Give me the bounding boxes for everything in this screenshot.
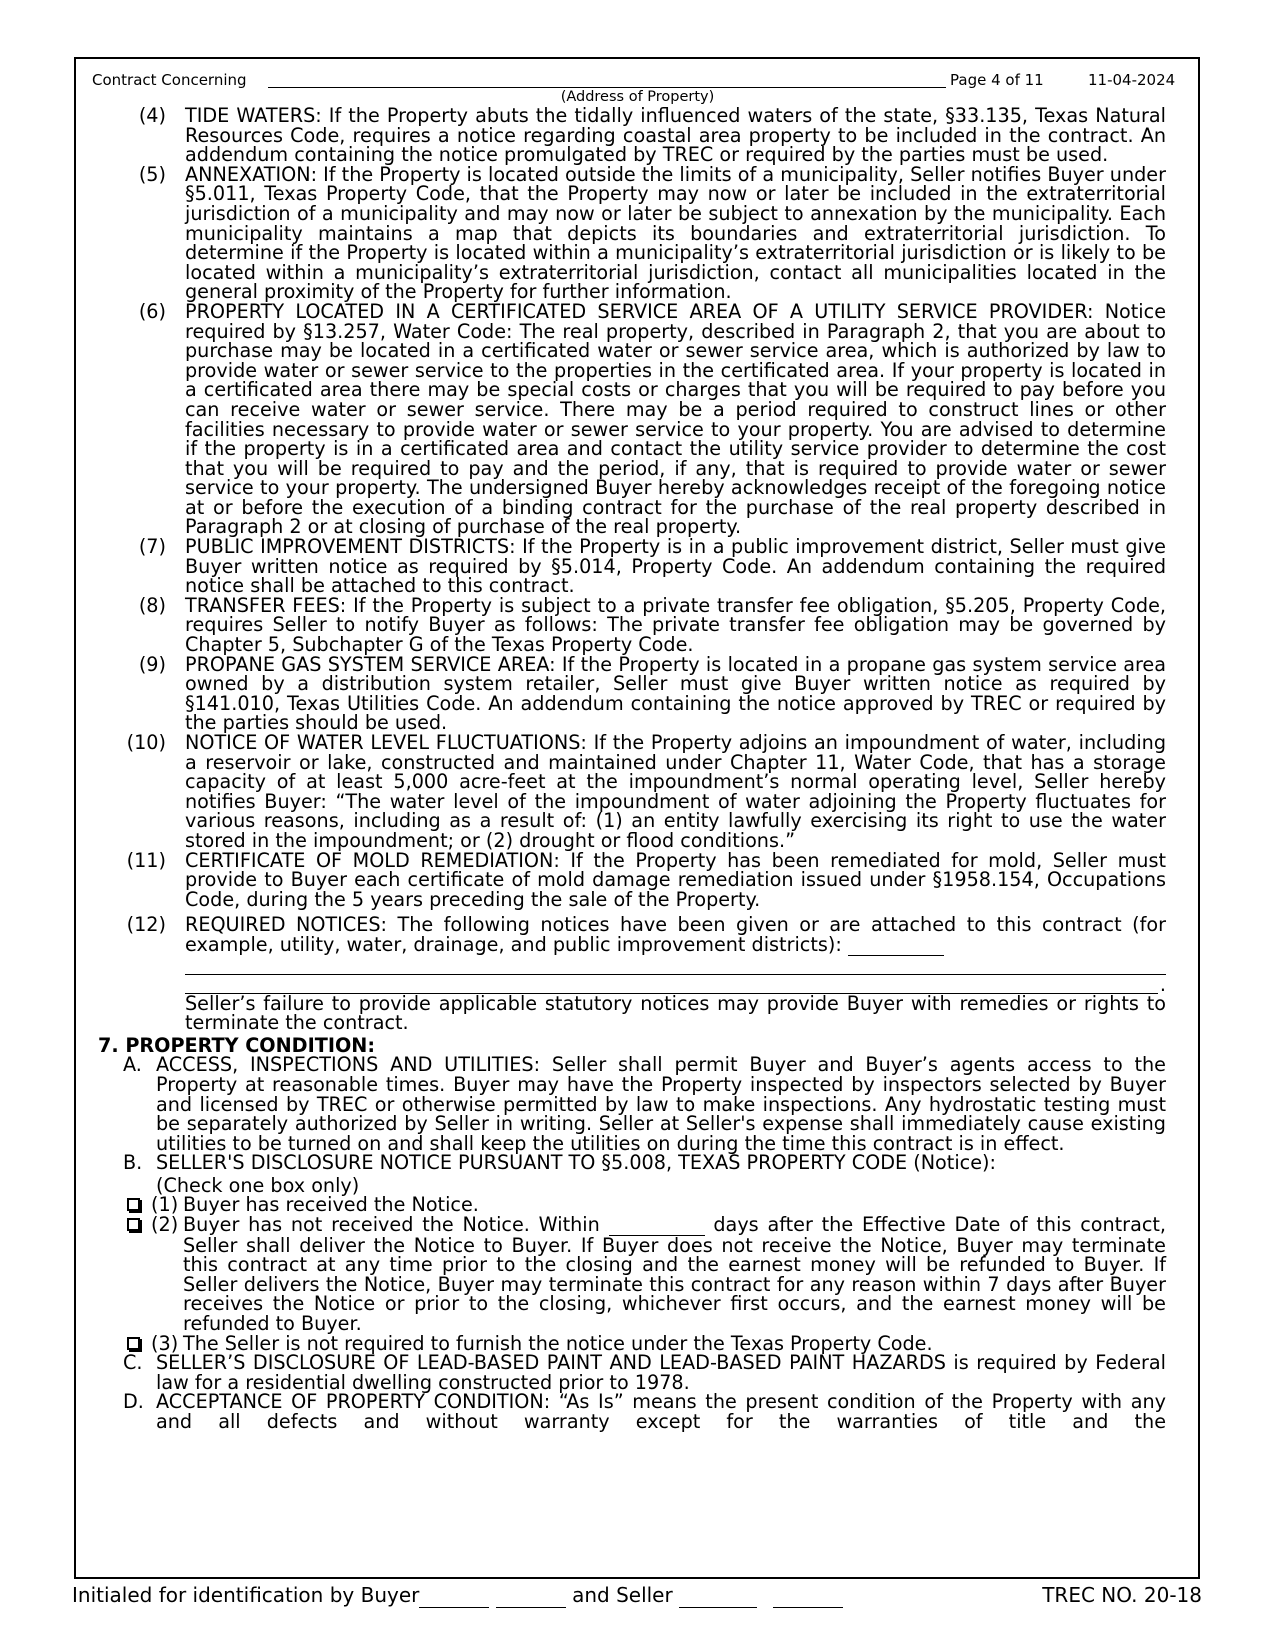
notice-item [98, 652, 1166, 735]
checkbox-b2[interactable] [127, 1218, 140, 1231]
item-number: (5) [138, 162, 166, 186]
required-notices-line-3[interactable] [185, 975, 1158, 994]
subsection-letter: D. [123, 1390, 144, 1414]
item-text: PROPERTY LOCATED IN A CERTIFICATED SERVICE AREA OF A UTILITY SERVICE PROVIDER: Notice required by §13.257, Water Code: The real property, described in Paragraph 2, that you are about to purchase may be located in a certificated water or sewer service area, which is authorized by law to provide water or sewer service to the properties in the certificated area. If your property is located in a certificated area there may be special costs or charges that you will be required to pay before you can receive water or sewer service. There may be a period required to construct lines or other facilities necessary to provide water or sewer service to your property. You are advised to determine if the property is in a certificated area and contact the utility service provider to determine the cost that you will be required to pay and the period, if any, that is required to provide water or sewer service to your property. The undersigned Buyer hereby acknowledges receipt of the foregoing notice at or before the execution of a binding contract for the purchase of the real property described in Paragraph 2 or at closing of purchase of the real property. [185, 299, 1166, 539]
buyer-initial-field-1[interactable] [419, 1583, 489, 1608]
page-footer [72, 1583, 1202, 1609]
item-text: PUBLIC IMPROVEMENT DISTRICTS: If the Property is in a public improvement district, Seller must give Buyer written notice as required by §5.014, Property Code. An addendum containing the required notice shall be attached to this contract. [185, 535, 1166, 598]
required-notices-field[interactable] [848, 935, 944, 956]
item-text: PROPANE GAS SYSTEM SERVICE AREA: If the Property is located in a propane gas system service area owned by a distribution system retailer, Seller must give Buyer written notice as required by §141.010, Texas Utilities Code. An addendum containing the notice approved by TREC or required by the parties should be used. [185, 652, 1166, 735]
address-caption: (Address of Property) [560, 89, 715, 105]
subsection-c-text: SELLER’S DISCLOSURE OF LEAD-BASED PAINT AND LEAD-BASED PAINT HAZARDS is required by Federal law for a residential dwelling constructed prior to 1978. [156, 1351, 1166, 1394]
document-body [98, 106, 1166, 1432]
subsection-c [98, 1353, 1166, 1392]
option-b1-text: Buyer has received the Notice. [183, 1193, 479, 1217]
form-date: 11-04-2024 [1088, 71, 1176, 89]
subsection-b-text: SELLER'S DISCLOSURE NOTICE PURSUANT TO §5.008, TEXAS PROPERTY CODE (Notice): [156, 1151, 996, 1175]
item-number: (12) [126, 913, 166, 937]
option-b2 [98, 1215, 1166, 1334]
item-number: (6) [138, 299, 166, 323]
page-number: Page 4 of 11 [950, 71, 1044, 89]
seller-initial-field-1[interactable] [679, 1583, 757, 1608]
item-text: NOTICE OF WATER LEVEL FLUCTUATIONS: If the Property adjoins an impoundment of water, including a reservoir or lake, constructed and maintained under Chapter 11, Water Code, that has a storage capacity of at least 5,000 acre-feet at the impoundment’s normal operating level, Seller hereby notifies Buyer: “The water level of the impoundment of water adjoining the Property fluctuates for various reasons, including as a result of: (1) an entity lawfully exercising its right to use the water stored in the impoundment; or (2) drought or flood conditions.” [185, 731, 1166, 852]
notice-item [98, 162, 1166, 304]
notice-days-field[interactable] [609, 1215, 705, 1236]
checkbox-b1[interactable] [127, 1198, 140, 1211]
notice-item [98, 848, 1166, 911]
statutory-notice-text: Seller’s failure to provide applicable statutory notices may provide Buyer with remedies or rights to terminate the contract. [185, 991, 1166, 1035]
contract-concerning-label: Contract Concerning [92, 71, 247, 89]
item-number: (10) [126, 731, 166, 754]
option-number: (2) [151, 1213, 179, 1237]
notice-item-12 [98, 913, 1166, 1035]
section-7-title: 7. PROPERTY CONDITION: [98, 1033, 376, 1057]
item-number: (4) [138, 104, 166, 127]
item-text: ANNEXATION: If the Property is located outside the limits of a municipality, Seller notifies Buyer under §5.011, Texas Property Code, that the Property may now or later be included in the extraterritorial jurisdiction of a municipality and may now or later be subject to annexation by the municipality. Each municipality maintains a map that depicts its boundaries and extraterritorial jurisdiction. To determine if the Property is located within a municipality’s extraterritorial jurisdiction or is likely to be located within a municipality’s extraterritorial jurisdiction, contact all municipalities located in the general proximity of the Property for further information. [185, 162, 1166, 304]
option-number: (3) [151, 1331, 179, 1355]
item-number: (8) [138, 593, 166, 617]
notice-item [98, 106, 1166, 165]
item-text: REQUIRED NOTICES: The following notices have been given or are attached to this contract (for example, utility, water, drainage, and public improvement districts): [185, 913, 1166, 956]
seller-initial-label: and Seller [572, 1583, 673, 1607]
option-number: (1) [151, 1193, 179, 1217]
buyer-initial-field-2[interactable] [496, 1583, 566, 1608]
check-one-note: (Check one box only) [156, 1173, 360, 1197]
option-b2-text-a: Buyer has not received the Notice. Within [183, 1213, 600, 1237]
subsection-d [98, 1392, 1166, 1431]
subsection-letter: B. [123, 1151, 143, 1175]
buyer-initial-label: Initialed for identification by Buyer [72, 1583, 420, 1607]
subsection-letter: A. [123, 1053, 142, 1077]
option-b3-text: The Seller is not required to furnish the notice under the Texas Property Code. [183, 1331, 933, 1355]
subsection-b [98, 1153, 1166, 1195]
subsection-a [98, 1055, 1166, 1153]
item-number: (11) [126, 848, 166, 872]
seller-initial-field-2[interactable] [773, 1583, 843, 1608]
subsection-d-text: ACCEPTANCE OF PROPERTY CONDITION: “As Is” means the present condition of the Property with any and all defects and without warranty except for the warranties of title and the [156, 1390, 1166, 1433]
checkbox-b3[interactable] [127, 1337, 140, 1350]
notice-item [98, 537, 1166, 596]
item-text: CERTIFICATE OF MOLD REMEDIATION: If the Property has been remediated for mold, Seller must provide to Buyer each certificate of mold damage remediation issued under §1958.154, Occupations Code, during the 5 years preceding the sale of the Property. [185, 848, 1166, 911]
option-b2-text-b: days after the Effective Date of this contract, Seller shall deliver the Notice to Buyer. If Buyer does not receive the Notice, Buyer may terminate this contract at any time prior to the closing and the earnest money will be refunded to Buyer. If Seller delivers the Notice, Buyer may terminate this contract for any reason within 7 days after Buyer receives the Notice or prior to the closing, whichever first occurs, and the earnest money will be refunded to Buyer. [183, 1213, 1167, 1336]
required-notices-line-2[interactable] [185, 956, 1166, 975]
form-number: TREC NO. 20-18 [1042, 1583, 1202, 1607]
line-end-period: . [1159, 972, 1166, 996]
item-text: TRANSFER FEES: If the Property is subject to a private transfer fee obligation, §5.205, Property Code, requires Seller to notify Buyer as follows: The private transfer fee obligation may be governed by Chapter 5, Subchapter G of the Texas Property Code. [185, 593, 1166, 657]
item-number: (9) [138, 652, 166, 676]
notice-item [98, 593, 1166, 657]
subsection-a-text: ACCESS, INSPECTIONS AND UTILITIES: Seller shall permit Buyer and Buyer’s agents access to the Property at reasonable times. Buyer may have the Property inspected by inspectors selected by Buyer and licensed by TREC or otherwise permitted by law to make inspections. Any hydrostatic testing must be separately authorized by Seller in writing. Seller at Seller's expense shall immediately cause existing utilities to be turned on and shall keep the utilities on during the time this contract is in effect. [156, 1053, 1166, 1155]
subsection-letter: C. [123, 1351, 143, 1375]
notice-item [98, 733, 1166, 851]
item-number: (7) [138, 535, 166, 559]
item-text: TIDE WATERS: If the Property abuts the tidally influenced waters of the state, §33.135, Texas Natural Resources Code, requires a notice regarding coastal area property to be included in the contract. An addendum containing the notice promulgated by TREC or required by the parties must be used. [185, 104, 1166, 167]
notice-item [98, 299, 1166, 539]
